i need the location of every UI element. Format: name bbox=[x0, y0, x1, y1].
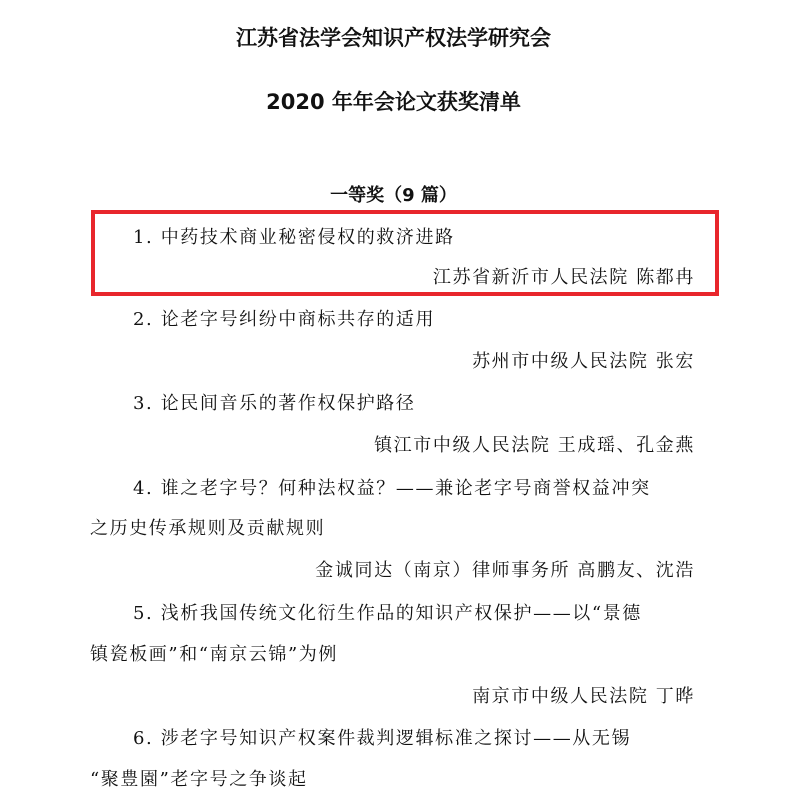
entry-3-author: 镇江市中级人民法院 王成瑶、孔金燕 bbox=[374, 435, 695, 456]
section-heading-first-prize: 一等奖（9 篇） bbox=[330, 185, 457, 206]
entry-5-title: 5. 浅析我国传统文化衍生作品的知识产权保护——以“景德 bbox=[133, 603, 642, 624]
document-title: 江苏省法学会知识产权法学研究会 bbox=[236, 26, 551, 50]
entry-1-author: 江苏省新沂市人民法院 陈都冉 bbox=[432, 267, 695, 288]
entry-2-title: 2. 论老字号纠纷中商标共存的适用 bbox=[133, 309, 436, 330]
entry-5-author: 南京市中级人民法院 丁晔 bbox=[472, 686, 695, 707]
entry-3-title: 3. 论民间音乐的著作权保护路径 bbox=[133, 393, 416, 414]
entry-1-title: 1. 中药技术商业秘密侵权的救济进路 bbox=[133, 227, 455, 248]
entry-5-title-continued: 镇瓷板画”和“南京云锦”为例 bbox=[90, 644, 339, 665]
document-subtitle: 2020 年年会论文获奖清单 bbox=[266, 90, 521, 114]
entry-4-title: 4. 谁之老字号？何种法权益？——兼论老字号商誉权益冲突 bbox=[133, 478, 651, 499]
entry-4-title-continued: 之历史传承规则及贡献规则 bbox=[90, 518, 326, 539]
entry-6-title-continued: “聚豊園”老字号之争谈起 bbox=[90, 769, 308, 790]
entry-4-author: 金诚同达（南京）律师事务所 高鹏友、沈浩 bbox=[315, 560, 695, 581]
entry-2-author: 苏州市中级人民法院 张宏 bbox=[472, 351, 695, 372]
entry-6-title: 6. 涉老字号知识产权案件裁判逻辑标准之探讨——从无锡 bbox=[133, 728, 632, 749]
